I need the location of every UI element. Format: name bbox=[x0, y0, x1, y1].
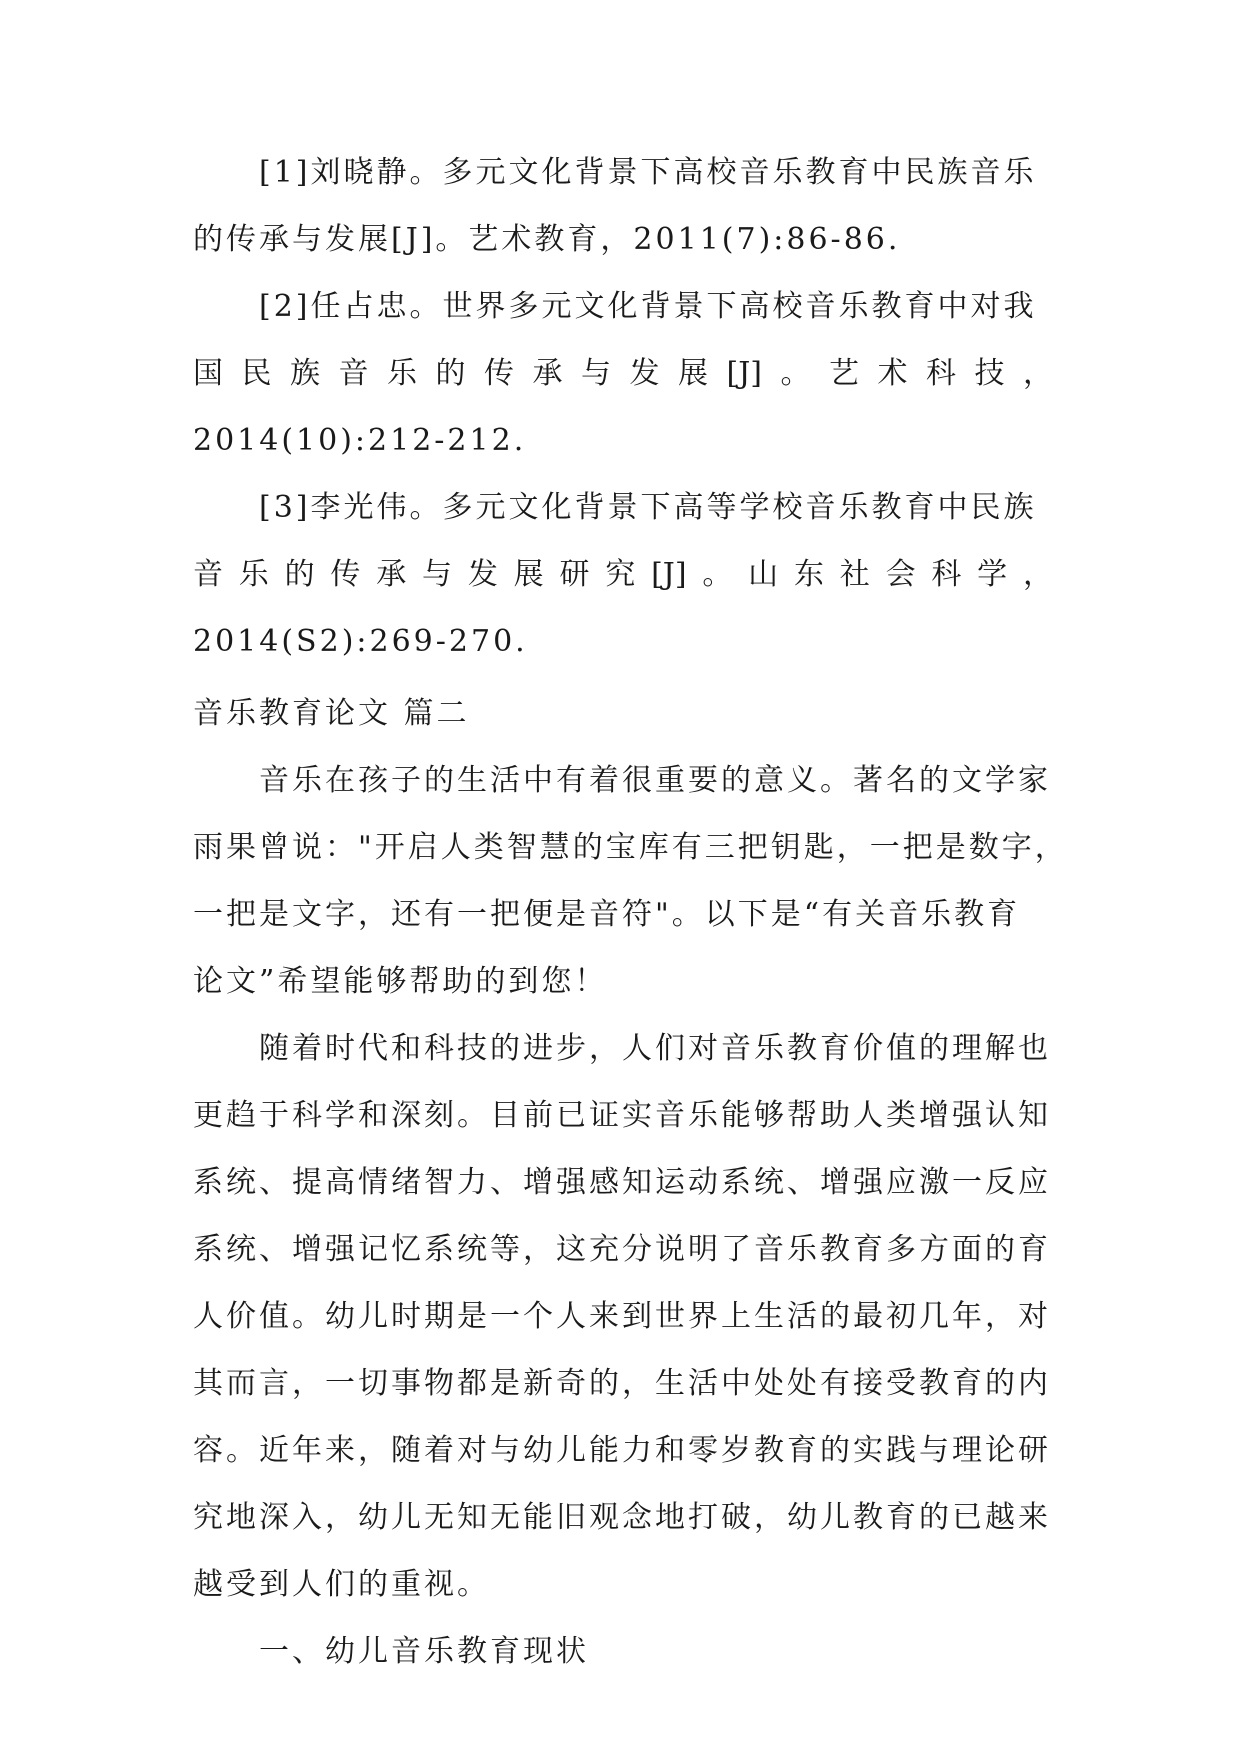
paragraph-2-line-1: 随着时代和科技的进步，人们对音乐教育价值的理解也 bbox=[259, 1031, 1051, 1066]
reference-3-line-3: 2014(S2):269-270. bbox=[193, 624, 528, 659]
paragraph-1-line-4: 论文”希望能够帮助的到您！ bbox=[193, 964, 608, 999]
paragraph-2-line-9: 越受到人们的重视。 bbox=[193, 1567, 490, 1602]
reference-1-line-1: [1]刘晓静。多元文化背景下高校音乐教育中民族音乐 bbox=[259, 155, 1037, 190]
paragraph-2-line-4: 系统、增强记忆系统等，这充分说明了音乐教育多方面的育 bbox=[193, 1232, 1051, 1267]
paragraph-2-line-3: 系统、提高情绪智力、增强感知运动系统、增强应激一反应 bbox=[193, 1165, 1051, 1200]
reference-2-line-1: [2]任占忠。世界多元文化背景下高校音乐教育中对我 bbox=[259, 289, 1037, 324]
body-text bbox=[193, 747, 1068, 1685]
reference-1-line-2: 的传承与发展[J]。艺术教育，2011(7):86-86. bbox=[193, 222, 901, 257]
reference-3-line-2: 音乐的传承与发展研究[J]。山东社会科学， bbox=[193, 557, 1053, 592]
section-heading: 音乐教育论文 篇二 bbox=[193, 696, 470, 731]
reference-3-line-1: [3]李光伟。多元文化背景下高等学校音乐教育中民族 bbox=[259, 490, 1037, 525]
paragraph-1-line-1: 音乐在孩子的生活中有着很重要的意义。著名的文学家 bbox=[259, 763, 1051, 798]
paragraph-2-line-6: 其而言，一切事物都是新奇的，生活中处处有接受教育的内 bbox=[193, 1366, 1051, 1401]
paragraph-2-line-2: 更趋于科学和深刻。目前已证实音乐能够帮助人类增强认知 bbox=[193, 1098, 1051, 1133]
subheading: 一、幼儿音乐教育现状 bbox=[259, 1634, 589, 1669]
paragraph-2-line-5: 人价值。幼儿时期是一个人来到世界上生活的最初几年，对 bbox=[193, 1299, 1051, 1334]
paragraph-2-line-7: 容。近年来，随着对与幼儿能力和零岁教育的实践与理论研 bbox=[193, 1433, 1051, 1468]
paragraph-1-line-3: 一把是文字，还有一把便是音符"。以下是“有关音乐教育 bbox=[193, 897, 1021, 932]
reference-2-line-2: 国民族音乐的传承与发展[J]。艺术科技， bbox=[193, 356, 1053, 391]
paragraph-2-line-8: 究地深入，幼儿无知无能旧观念地打破，幼儿教育的已越来 bbox=[193, 1500, 1051, 1535]
reference-2-line-3: 2014(10):212-212. bbox=[193, 423, 527, 458]
references bbox=[193, 139, 1053, 675]
paragraph-1-line-2: 雨果曾说："开启人类智慧的宝库有三把钥匙，一把是数字， bbox=[193, 830, 1068, 865]
